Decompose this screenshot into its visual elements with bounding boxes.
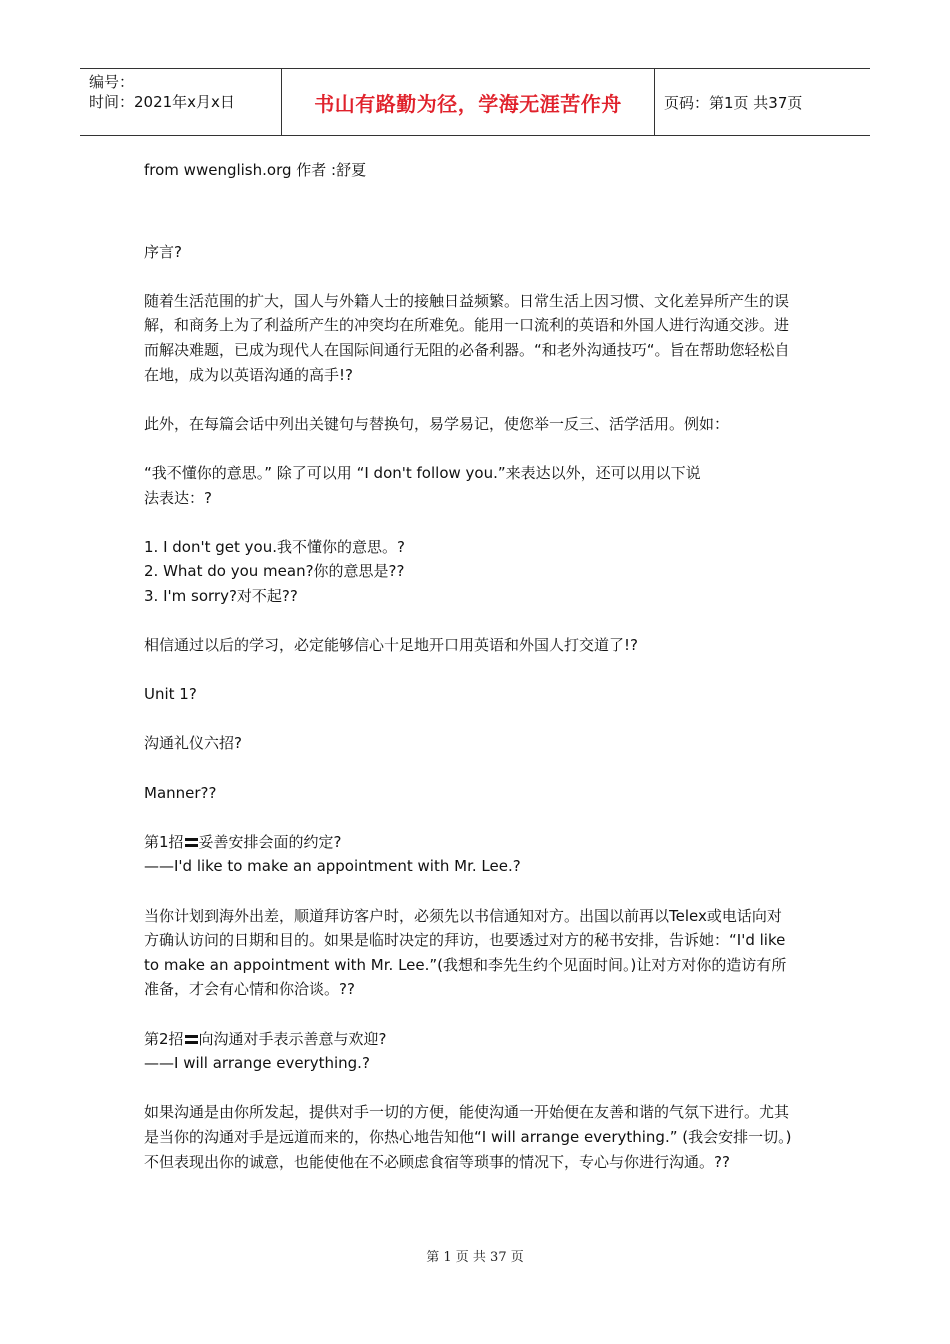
tip-2-text: 向沟通对手表示善意与欢迎? [198,1029,387,1048]
preface-paragraph-3-line-2: 法表达：? [144,488,212,507]
list-item: 3. I'm sorry?对不起?? [144,586,298,605]
document-header [80,68,870,136]
tip-1-number: 第1招 [144,832,184,851]
tip-2-quote: ——I will arrange everything.? [144,1054,370,1073]
preface-paragraph-1: 随着生活范围的扩大，国人与外籍人士的接触日益频繁。日常生活上因习惯、文化差异所产生的误解，和商务上为了利益所产生的冲突均在所难免。能用一口流利的英语和外国人进行沟通交涉。进而解决难题，已成为现代人在国际间通行无阻的必备利器。“和老外沟通技巧“。旨在帮助您轻松自在地，成为以英语沟通的高手!? [144,291,790,384]
source-line: from wwenglish.org 作者 :舒夏 [144,161,367,179]
tip-1-title [144,830,794,855]
header-page-info: 页码：第1页 共37页 [664,93,803,112]
document-body [144,158,794,1174]
tip-1-paragraph: 当你计划到海外出差，顺道拜访客户时，必须先以书信通知对方。出国以前再以Telex或电话向对方确认访问的日期和目的。如果是临时决定的拜访，也要透过对方的秘书安排，告诉她：“I'd like to make an appointment with Mr. Lee.”(我想和李先生约个见面时间。)让对方对你的造访有所准备，才会有心情和你洽谈。?? [144,906,787,999]
manner-heading: Manner?? [144,783,217,802]
tip-2-number: 第2招 [144,1029,184,1048]
preface-paragraph-3-line-1: “我不懂你的意思。” 除了可以用 “I don't follow you.”来表达以外，还可以用以下说 [144,463,701,482]
tip-2-paragraph: 如果沟通是由你所发起，提供对手一切的方便，能使沟通一开始便在友善和谐的气氛下进行。尤其是当你的沟通对手是远道而来的，你热心地告知他“I will arrange everything.” (我会安排一切。)不但表现出你的诚意，也能使他在不必顾虑食宿等琐事的情况下，专心与你进行沟通。?? [144,1103,792,1171]
tip-2-title [144,1027,794,1052]
preface-title: 序言? [144,242,182,261]
unit-title: 沟通礼仪六招? [144,734,242,753]
header-time-label: 时间：2021年x月x日 [89,93,235,111]
header-number-label: 编号： [89,73,135,91]
header-motto: 书山有路勤为径，学海无涯苦作舟 [282,69,655,135]
equals-icon [185,1033,198,1045]
tip-1-quote: ——I'd like to make an appointment with Mr. Lee.? [144,857,521,876]
unit-heading: Unit 1? [144,685,197,704]
preface-paragraph-2: 此外，在每篇会话中列出关键句与替换句，易学易记，使您举一反三、活学活用。例如： [144,414,730,433]
preface-paragraph-4: 相信通过以后的学习，必定能够信心十足地开口用英语和外国人打交道了!? [144,636,638,655]
list-item: 2. What do you mean?你的意思是?? [144,562,405,581]
tip-1-text: 妥善安排会面的约定? [198,832,342,851]
page-footer: 第 1 页 共 37 页 [426,1250,524,1265]
list-item: 1. I don't get you.我不懂你的意思。? [144,537,405,556]
equals-icon [185,836,198,848]
header-meta [80,69,282,135]
